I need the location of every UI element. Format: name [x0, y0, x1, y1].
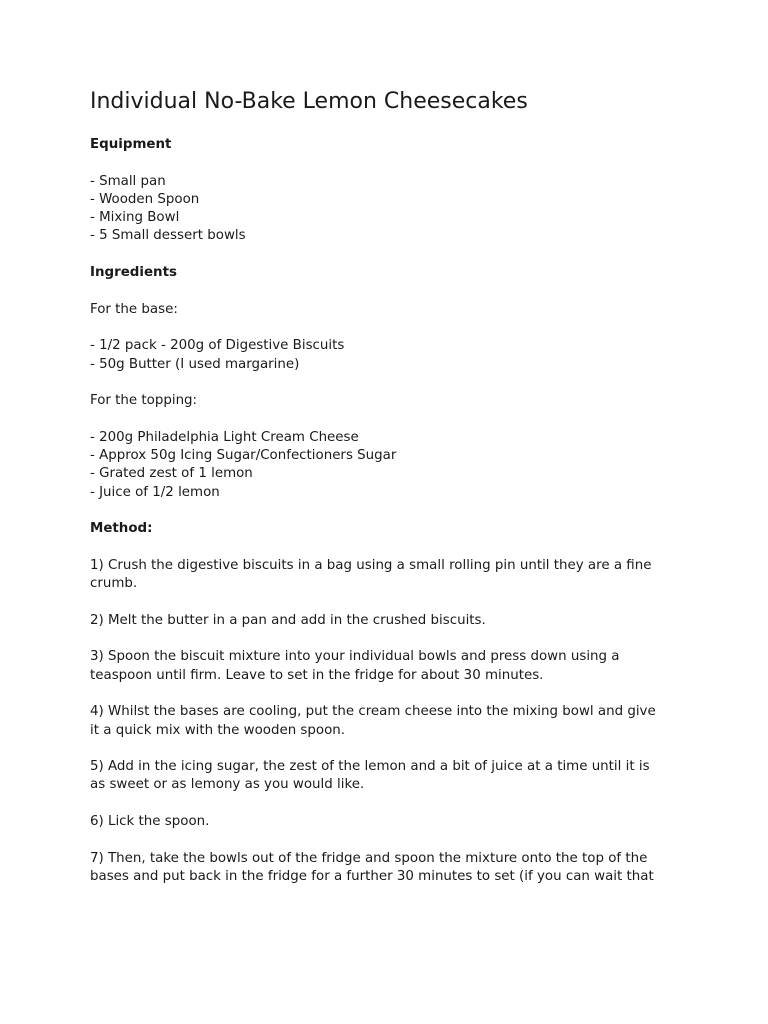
- method-step-line: teaspoon until firm. Leave to set in the fridge for about 30 minutes.: [90, 667, 544, 683]
- method-step-line: as sweet or as lemony as you would like.: [90, 777, 365, 793]
- ingredient-item: - 1/2 pack - 200g of Digestive Biscuits: [90, 338, 345, 354]
- ingredient-item: - Juice of 1/2 lemon: [90, 484, 220, 500]
- method-step: [90, 850, 690, 887]
- method-step-line: 7) Then, take the bowls out of the fridge and spoon the mixture onto the top of the: [90, 850, 648, 866]
- method-step: [90, 612, 690, 630]
- method-step-line: 4) Whilst the bases are cooling, put the cream cheese into the mixing bowl and give: [90, 704, 656, 720]
- method-step-line: 1) Crush the digestive biscuits in a bag using a small rolling pin until they are a fine: [90, 557, 652, 573]
- spacer: [90, 319, 690, 337]
- spacer: [90, 630, 690, 648]
- spacer: [90, 685, 690, 703]
- spacer: [90, 593, 690, 611]
- ingredient-item: - 200g Philadelphia Light Cream Cheese: [90, 429, 359, 445]
- equipment-item: - 5 Small dessert bowls: [90, 228, 246, 244]
- method-step: [90, 813, 690, 831]
- spacer: [90, 502, 690, 520]
- method-step-line: it a quick mix with the wooden spoon.: [90, 722, 346, 738]
- spacer: [90, 246, 690, 264]
- spacer: [90, 740, 690, 758]
- equipment-item: - Wooden Spoon: [90, 191, 200, 207]
- recipe-document: [90, 88, 690, 886]
- method-step-line: 3) Spoon the biscuit mixture into your individual bowls and press down using a: [90, 649, 620, 665]
- ingredient-item: - Approx 50g Icing Sugar/Confectioners Sugar: [90, 448, 397, 464]
- equipment-item: - Mixing Bowl: [90, 210, 180, 226]
- method-step: [90, 648, 690, 685]
- equipment-heading: Equipment: [90, 137, 172, 152]
- spacer: [90, 795, 690, 813]
- method-heading: Method:: [90, 521, 153, 537]
- spacer: [90, 410, 690, 428]
- method-step-line: 2) Melt the butter in a pan and add in the crushed biscuits.: [90, 612, 486, 628]
- base-ingredients-list: [90, 337, 690, 374]
- spacer: [90, 154, 690, 172]
- method-step-line: crumb.: [90, 576, 138, 592]
- equipment-list: [90, 173, 690, 246]
- topping-ingredients-list: [90, 429, 690, 502]
- method-step-line: 5) Add in the icing sugar, the zest of the lemon and a bit of juice at a time until it is: [90, 759, 650, 775]
- method-step-line: 6) Lick the spoon.: [90, 813, 210, 829]
- base-label: For the base:: [90, 301, 178, 317]
- page-title: Individual No-Bake Lemon Cheesecakes: [90, 89, 528, 114]
- ingredients-heading: Ingredients: [90, 265, 177, 281]
- equipment-item: - Small pan: [90, 173, 166, 189]
- ingredient-item: - 50g Butter (I used margarine): [90, 356, 300, 372]
- spacer: [90, 539, 690, 557]
- method-step: [90, 557, 690, 594]
- topping-label: For the topping:: [90, 393, 198, 409]
- spacer: [90, 282, 690, 300]
- ingredient-item: - Grated zest of 1 lemon: [90, 466, 253, 482]
- method-step: [90, 758, 690, 795]
- method-step: [90, 703, 690, 740]
- spacer: [90, 374, 690, 392]
- method-step-line: bases and put back in the fridge for a further 30 minutes to set (if you can wait that: [90, 868, 654, 884]
- spacer: [90, 831, 690, 849]
